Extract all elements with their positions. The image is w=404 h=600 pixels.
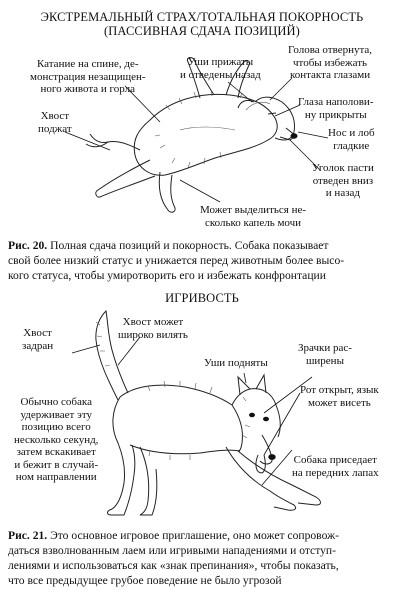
label-pupils-dilated	[298, 342, 352, 367]
label-line: ном направлении	[15, 471, 97, 483]
label-tail-tucked	[38, 110, 72, 135]
label-line: несколько секунд,	[14, 433, 99, 446]
caption-line: даться взволнованным лаем или игривыми нападениями и отступ-	[8, 544, 336, 557]
figure-20-caption	[8, 238, 398, 283]
label-ears-up	[204, 357, 268, 370]
figure-number: Рис. 20.	[8, 239, 48, 252]
label-line: Уши прижаты	[187, 56, 254, 68]
label-line: контакта глазами	[289, 69, 371, 81]
label-line: Хвост может	[122, 316, 184, 328]
caption-text: Полная сдача позиций и покорность. Собака показывает	[50, 239, 329, 252]
label-line: ширены	[305, 354, 344, 367]
label-line: и бежит в случай-	[14, 458, 99, 471]
label-line: Голова отвернута,	[288, 44, 373, 56]
label-nose-smooth	[328, 127, 375, 152]
label-line: Обычно собака	[20, 396, 92, 408]
label-line: отведен вниз	[312, 174, 374, 187]
label-line: задран	[22, 339, 54, 352]
figure-number: Рис. 21.	[8, 529, 48, 542]
label-line: Катание на спине, де-	[36, 58, 139, 70]
label-line: Может выделиться не-	[200, 204, 307, 216]
label-line: ного живота и горла	[40, 83, 136, 95]
label-line: затем вскакивает	[16, 446, 96, 458]
label-line: гладкие	[333, 139, 370, 152]
label-urine	[200, 204, 306, 229]
caption-text: Это основное игровое приглашение, оно может сопровож-	[50, 529, 339, 542]
label-line: может висеть	[307, 396, 371, 409]
label-eyes-half-closed	[298, 96, 373, 121]
caption-line: лениями и использоваться как «знак препинания», чтобы показать,	[8, 559, 339, 572]
caption-line	[8, 238, 398, 253]
label-line: на передних лапах	[292, 466, 379, 479]
label-tail-may-wag	[118, 316, 188, 341]
label-front-crouch	[292, 454, 379, 479]
label-line: чтобы избежать	[293, 56, 368, 69]
playful-leader-lines	[72, 337, 312, 485]
caption-line	[8, 528, 398, 543]
section2-title: ИГРИВОСТЬ	[165, 291, 239, 305]
label-line: ну прикрыты	[304, 108, 367, 121]
label-line: и назад	[325, 187, 361, 199]
label-line: широко вилять	[118, 328, 188, 341]
label-line: Нос и лоб	[328, 127, 375, 139]
label-line: Собака приседает	[293, 454, 377, 466]
label-line: Рот открыт, язык	[300, 384, 379, 396]
label-line: удерживает эту	[20, 408, 92, 421]
label-mouth-corner	[312, 162, 374, 200]
label-line: сколько капель мочи	[204, 216, 302, 229]
label-line: Хвост	[23, 327, 52, 339]
label-line: позицию всего	[21, 421, 91, 433]
label-line: поджат	[38, 122, 72, 135]
label-mouth-open	[300, 384, 379, 409]
label-line: монстрация незащищен-	[30, 70, 146, 83]
caption-line: кого статуса, чтобы умиротворить его и избежать конфронтации	[8, 269, 326, 282]
label-line: Уголок пасти	[312, 162, 374, 174]
label-rolling-on-back	[30, 58, 146, 96]
playful-dog-body	[96, 311, 321, 515]
label-tail-raised	[22, 327, 53, 352]
label-head-turned	[288, 44, 372, 82]
label-line: Глаза наполови-	[298, 96, 374, 108]
label-line: Уши подняты	[204, 357, 268, 369]
section1-title-line1: ЭКСТРЕМАЛЬНЫЙ СТРАХ/ТОТАЛЬНАЯ ПОКОРНОСТЬ	[40, 10, 364, 24]
figure-21-caption	[8, 528, 398, 588]
caption-line: что все предыдущее грубое поведение не было угрозой	[8, 574, 282, 587]
label-line: Зрачки рас-	[298, 342, 352, 354]
section1-title-line2: (ПАССИВНАЯ СДАЧА ПОЗИЦИЙ)	[104, 24, 300, 38]
label-line: и отведены назад	[180, 68, 261, 81]
caption-line: свой более низкий статус и унижается перед животным более высо-	[8, 254, 345, 267]
label-line: Хвост	[40, 110, 70, 122]
label-holds-pose	[14, 396, 98, 484]
label-ears-flat	[180, 56, 261, 81]
